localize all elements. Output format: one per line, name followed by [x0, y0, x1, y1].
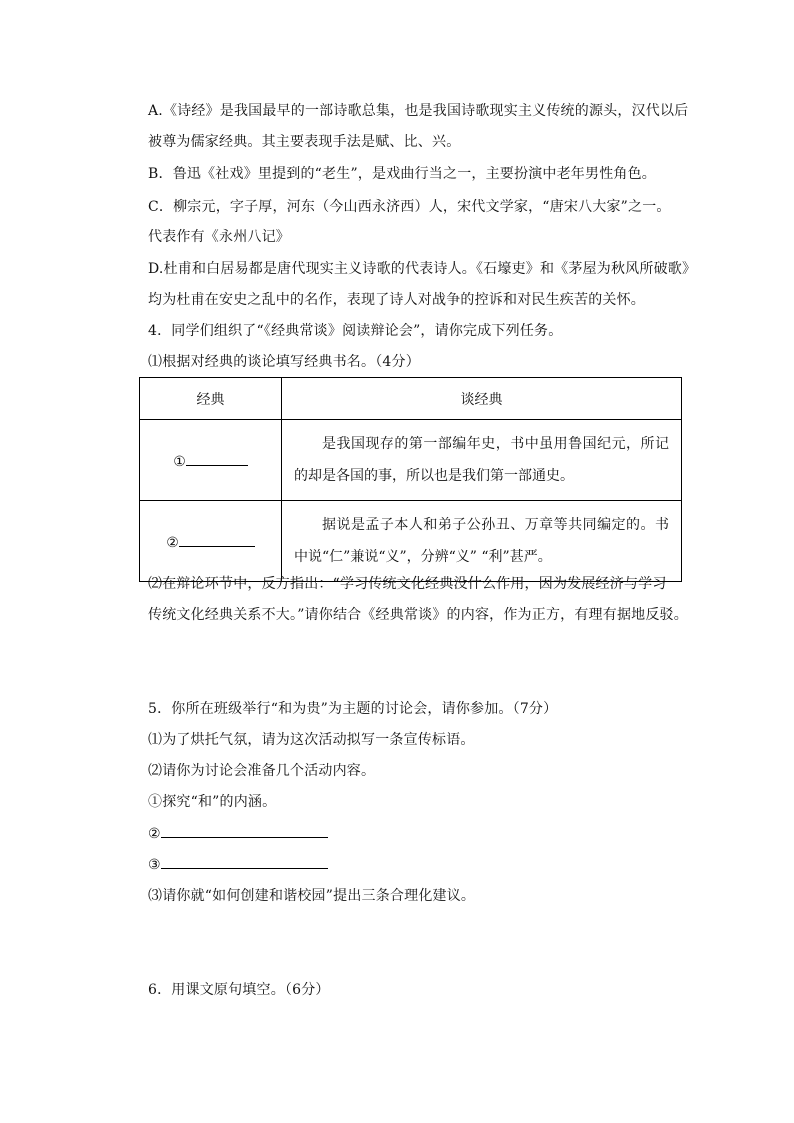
- table-row: [140, 420, 682, 501]
- option-a-line-2: 被尊为儒家经典。其主要表现手法是赋、比、兴。: [148, 134, 461, 150]
- answer-blank-2[interactable]: [179, 532, 255, 547]
- option-b-line: B．鲁迅《社戏》里提到的“老生”，是戏曲行当之一，主要扮演中老年男性角色。: [148, 166, 657, 182]
- table-header-discussion: 谈经典: [282, 378, 682, 420]
- question-5-item-2: [148, 823, 328, 844]
- question-5-title: 5．你所在班级举行“和为贵”为主题的讨论会，请你参加。（7分）: [148, 701, 558, 717]
- answer-blank-item-3[interactable]: [161, 854, 328, 869]
- discussion-text-1: 是我国现存的第一部编年史，书中虽用鲁国纪元，所记的却是各国的事，所以也是我们第一部通史。: [282, 420, 682, 501]
- question-6-title: 6．用课文原句填空。（6分）: [148, 982, 330, 998]
- question-4-part-2-line-2: 传统文化经典关系不大。”请你结合《经典常谈》的内容，作为正方，有理有据地反驳。: [148, 607, 688, 623]
- answer-cell-2[interactable]: [140, 501, 282, 582]
- circled-number-3: ③: [148, 857, 161, 873]
- option-d-line-1: D.杜甫和白居易都是唐代现实主义诗歌的代表诗人。《石壕吏》和《茅屋为秋风所破歌》: [148, 261, 697, 277]
- question-4-title: 4．同学们组织了“《经典常谈》阅读辩论会”，请你完成下列任务。: [148, 323, 563, 339]
- option-c-line-2: 代表作有《永州八记》: [148, 229, 290, 245]
- table-header-row: [140, 378, 682, 420]
- answer-blank-item-2[interactable]: [161, 823, 328, 838]
- question-5-part-1: ⑴为了烘托气氛，请为这次活动拟写一条宣传标语。: [148, 732, 475, 748]
- circled-number-2: ②: [166, 534, 179, 551]
- option-d-line-2: 均为杜甫在安史之乱中的名作，表现了诗人对战争的控诉和对民生疾苦的关怀。: [148, 292, 645, 308]
- circled-number-2: ②: [148, 826, 161, 842]
- question-5-item-1: ①探究“和”的内涵。: [148, 794, 277, 810]
- table-row: [140, 501, 682, 582]
- answer-cell-1[interactable]: [140, 420, 282, 501]
- question-4-part-1: ⑴根据对经典的谈论填写经典书名。（4分）: [148, 354, 420, 370]
- option-a-line-1: A.《诗经》是我国最早的一部诗歌总集，也是我国诗歌现实主义传统的源头，汉代以后: [148, 103, 689, 119]
- table-header-classic: 经典: [140, 378, 282, 420]
- discussion-text-2: 据说是孟子本人和弟子公孙丑、万章等共同编定的。书中说“仁”兼说“义”，分辨“义” “利”甚严。: [282, 501, 682, 582]
- answer-blank-1[interactable]: [186, 451, 248, 466]
- classics-table: [139, 377, 682, 582]
- option-c-line-1: C．柳宗元，字子厚，河东（今山西永济西）人，宋代文学家，“唐宋八大家”之一。: [148, 199, 671, 215]
- question-5-part-3: ⑶请你就“如何创建和谐校园”提出三条合理化建议。: [148, 888, 476, 904]
- question-5-part-2: ⑵请你为讨论会准备几个活动内容。: [148, 763, 376, 779]
- question-5-item-3: [148, 854, 328, 875]
- circled-number-1: ①: [173, 453, 186, 470]
- question-4-part-2-line-1: ⑵在辩论环节中，反方指出：“学习传统文化经典没什么作用，因为发展经济与学习: [148, 576, 667, 592]
